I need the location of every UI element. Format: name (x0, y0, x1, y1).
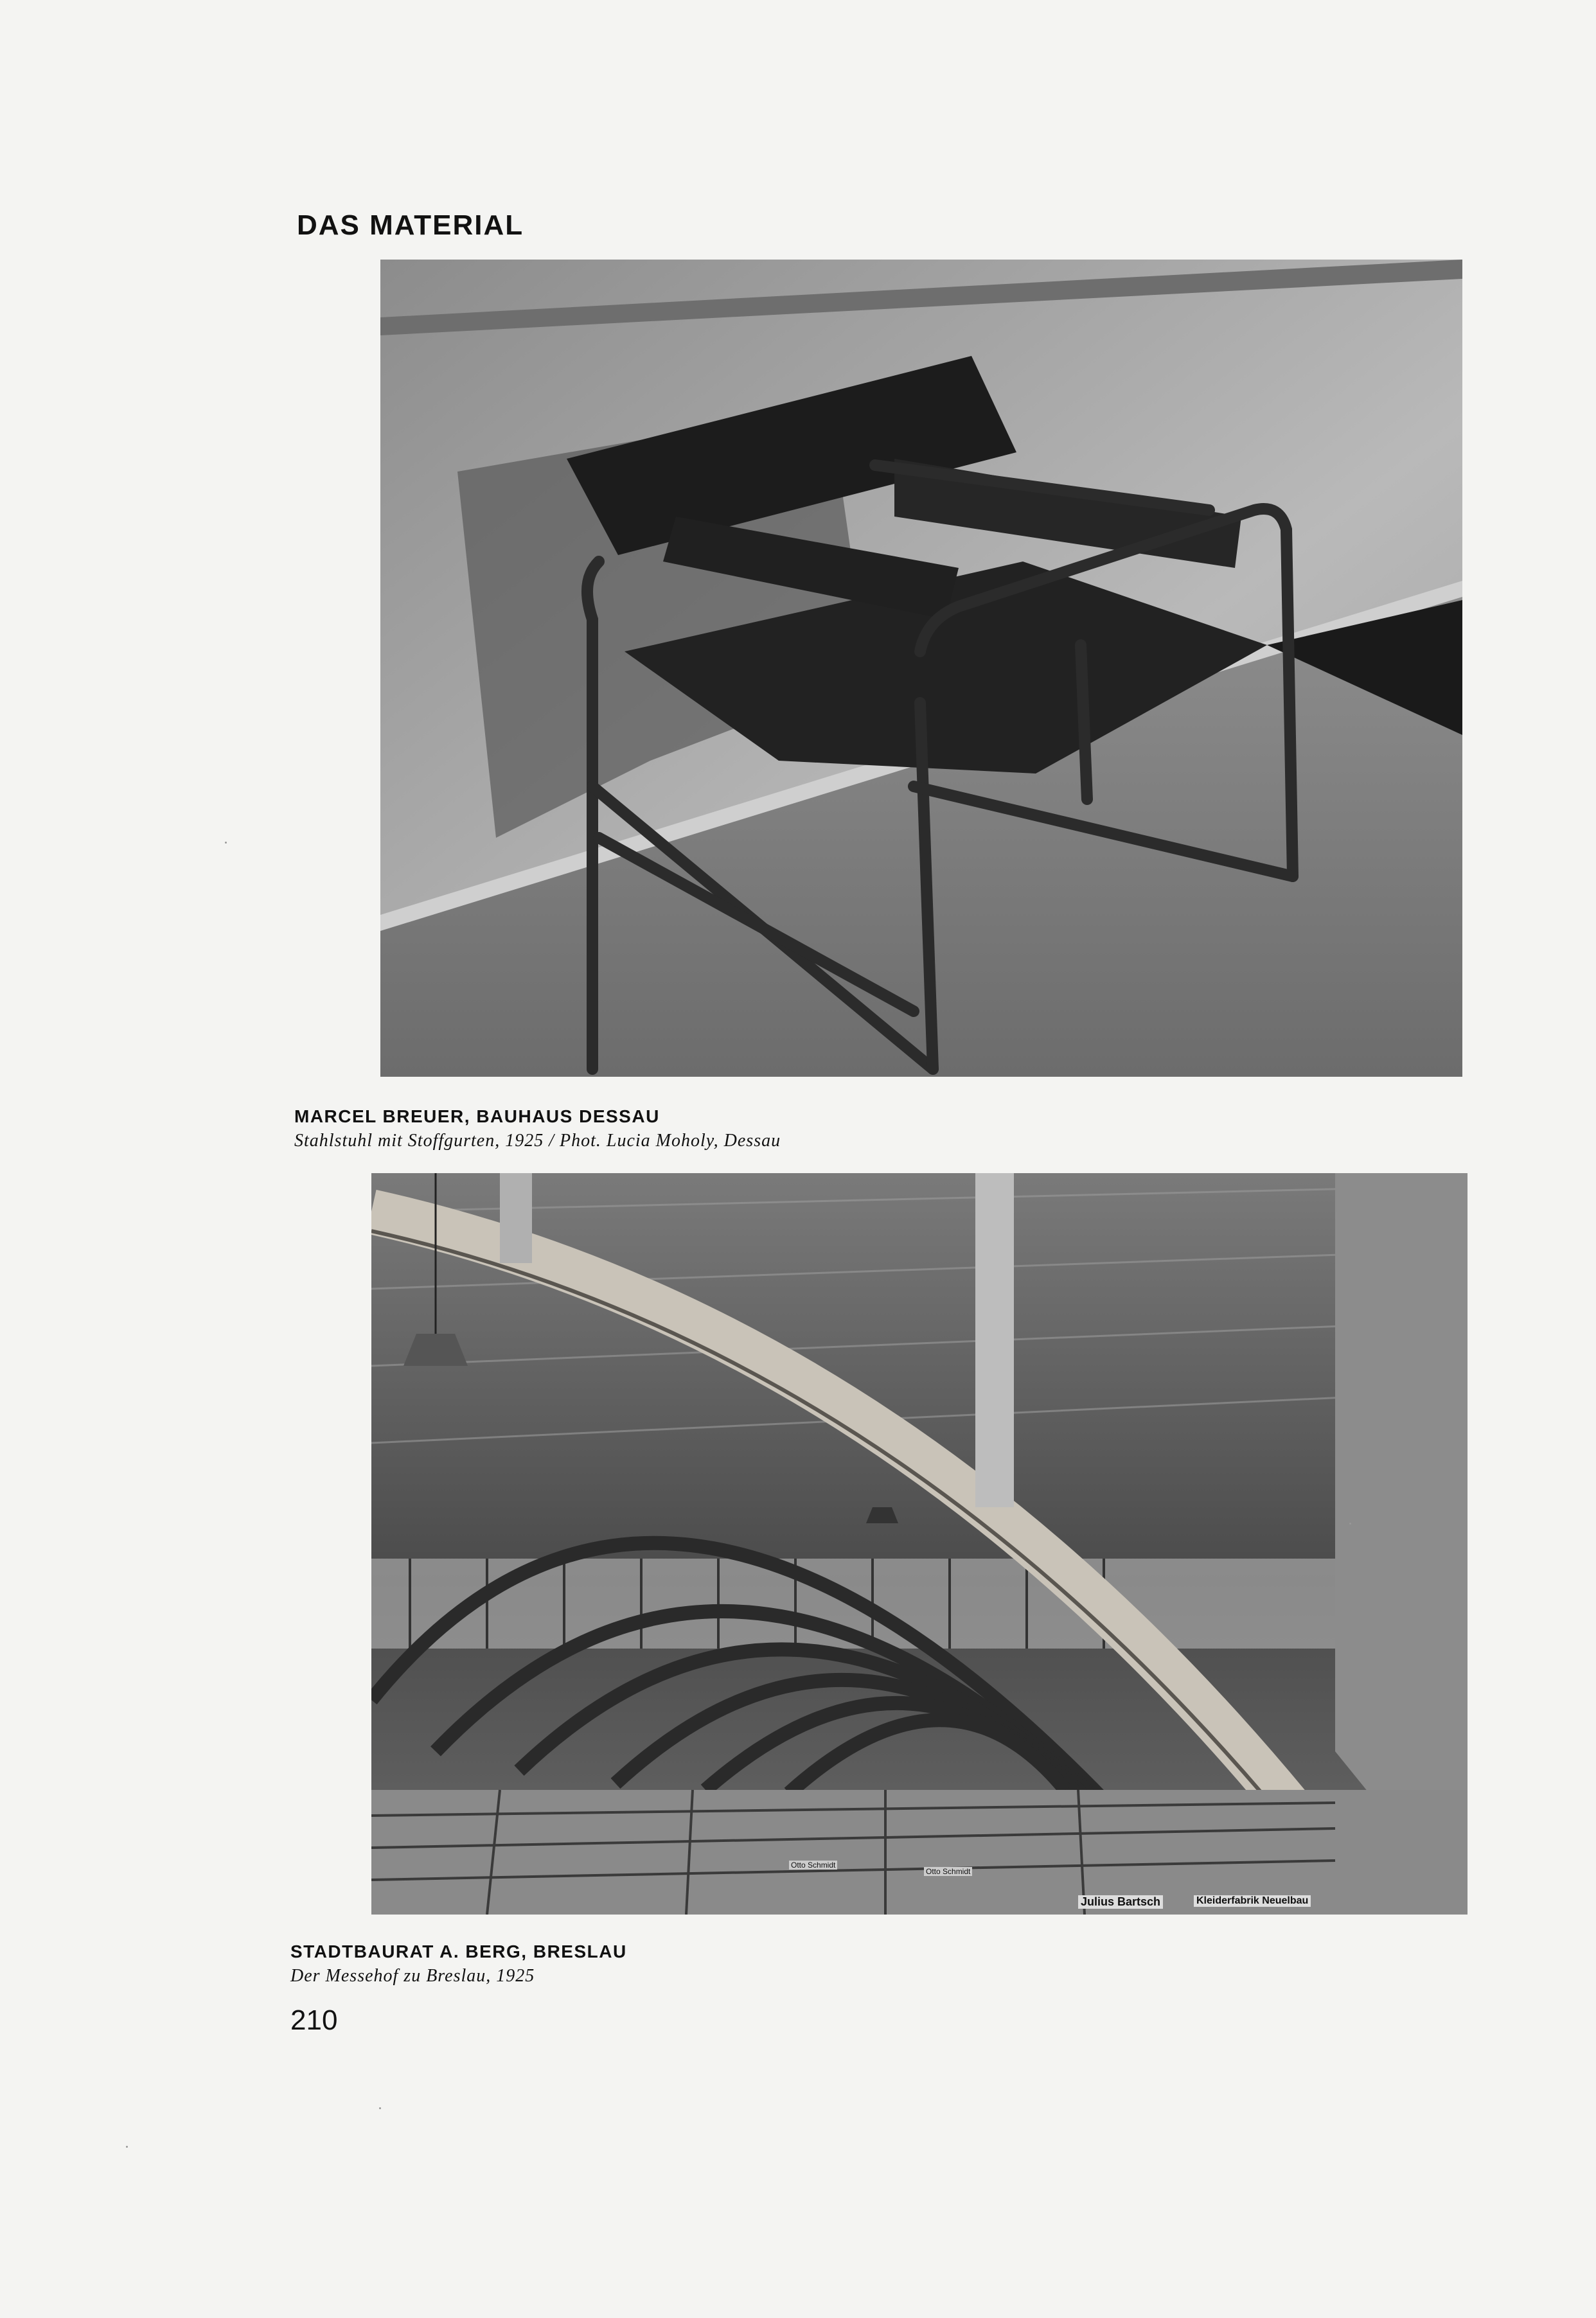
figure-1-caption-title: MARCEL BREUER, BAUHAUS DESSAU (294, 1106, 660, 1126)
paper-speck (126, 2146, 128, 2148)
sign-otto-schmidt-2: Otto Schmidt (924, 1867, 972, 1876)
sign-julius-bartsch: Julius Bartsch (1078, 1895, 1163, 1909)
chair-photo (380, 260, 1462, 1077)
chair-photo-illustration (380, 260, 1462, 1077)
sign-otto-schmidt-1: Otto Schmidt (789, 1861, 837, 1870)
figure-2-caption-title: STADTBAURAT A. BERG, BRESLAU (290, 1942, 627, 1961)
figure-2-caption-subtitle: Der Messehof zu Breslau, 1925 (290, 1966, 535, 1986)
hall-photo-illustration (371, 1173, 1467, 1915)
paper-speck (379, 2107, 381, 2109)
page-number: 210 (290, 2004, 338, 2036)
paper-speck (1349, 1523, 1351, 1525)
hall-photo (371, 1173, 1467, 1915)
paper-speck (225, 842, 227, 844)
figure-1-caption-subtitle: Stahlstuhl mit Stoffgurten, 1925 / Phot. Lucia Moholy, Dessau (294, 1131, 781, 1151)
section-title: DAS MATERIAL (297, 209, 524, 241)
sign-kleiderfabrik: Kleiderfabrik Neuelbau (1194, 1895, 1311, 1907)
